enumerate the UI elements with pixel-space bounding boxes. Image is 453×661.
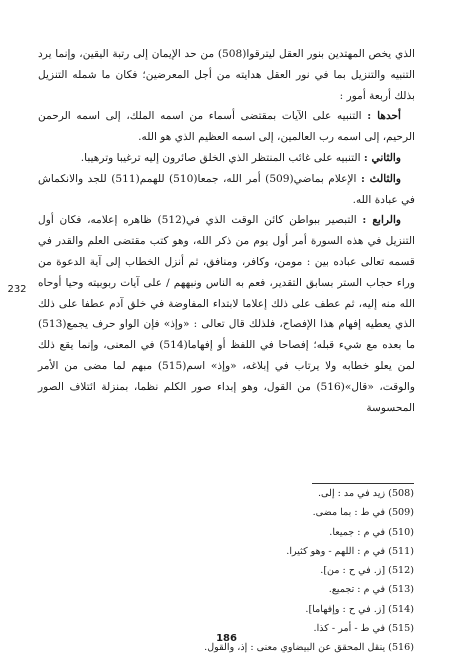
footnote-508: (508) زيد في مد : إلى.: [317, 488, 414, 499]
item-2: [38, 148, 415, 169]
item-3: [38, 169, 415, 211]
page-number: 186: [216, 633, 237, 644]
footnotes: [150, 484, 414, 658]
main-text: [38, 44, 415, 418]
footnote-511: (511) في م : اللهم - وهو كثيرا.: [286, 545, 414, 557]
footnote-515: (515) في ط - أمر - كذا.: [313, 623, 414, 635]
item-4-text: التبصير ببواطن كائن الوقت الذي في(512) ظاهره إعلامه، فكان أول التنزيل في هذه السورة أمر أول يوم من ذكر الله، وهو كتب مقتضى العلم والقدر في قسمه تعالى عباده بين : مومن، وكافر، ومنافق، ثم أنزل الخطاب إلى آية الدعوة من وراء حجاب الستر بسابق التقدير، فعم به الناس ونبههم / على آيات ربوبيته وحيا أوحاه الله منه إليه، ثم عطف على ذلك إعلاما لابتداء المفاوضة في خلق آدم عطفا على ذلك الذي يعطيه إفهام هذا الإفصاح، فلذلك قال تعالى : «وإذ» فإن الواو حرف يجمع(513) ما بعده مع شيء قبله؛ إفصاحا في اللفظ أو إفهاما(514) في المعنى، وإنما يقع ذلك لمن يعلو خطابه ولا يرتاب في إبلاغه، «وإذ» اسم(515) مبهم لما مضى من الأمر والوقت، «قال»(516) من القول، وهو إبداء صور الكلم نظما، بمنزلة ائتلاف الصور المحسوسة: [38, 214, 415, 414]
item-1: [38, 106, 415, 148]
margin-folio-number: 232: [7, 284, 27, 295]
item-3-text: الإعلام بماضي(509) أمر الله، جمعا(510) للهمم(511) للجد والانكماش في عبادة الله.: [38, 172, 415, 206]
footnote-516: (516) ينقل المحقق عن البيضاوي معنى : إذ، والقول.: [204, 642, 414, 654]
item-4: [38, 210, 415, 418]
item-4-label: والرابع :: [362, 214, 402, 227]
item-2-text: التنبيه على غائب المنتظر الذي الخلق صائرون إليه ترغيبا وترهيبا.: [80, 151, 361, 164]
item-1-label: أحدها :: [367, 110, 401, 123]
footnote-510: (510) في م : جميعا.: [329, 526, 414, 538]
footnote-514: (514) [ز. في ح : وإفهاما].: [305, 603, 414, 615]
item-1-text: التنبيه على الآيات بمقتضى أسماء من اسمه الملك، إلى اسمه الرحمن الرحيم، إلى اسمه رب العالمين، إلى اسمه العظيم الذي هو الله.: [38, 110, 415, 144]
footnote-513: (513) في م : تجميع.: [328, 584, 414, 596]
intro-paragraph: الذي يخص المهتدين بنور العقل ليترقوا(508) من حد الإيمان إلى رتبة اليقين، وإنما يرد التنبيه والتنزيل بما في نور العقل هدايته من أجل المعرضين؛ فكان ما شمله التنزيل بذلك أربعة أمور :: [38, 48, 415, 102]
footnote-509: (509) في ط : بما مضى.: [312, 507, 414, 519]
footnote-512: (512) [ز. في ح : من].: [320, 565, 414, 577]
item-2-label: والثاني :: [363, 151, 401, 164]
item-3-label: والثالث :: [360, 172, 401, 185]
